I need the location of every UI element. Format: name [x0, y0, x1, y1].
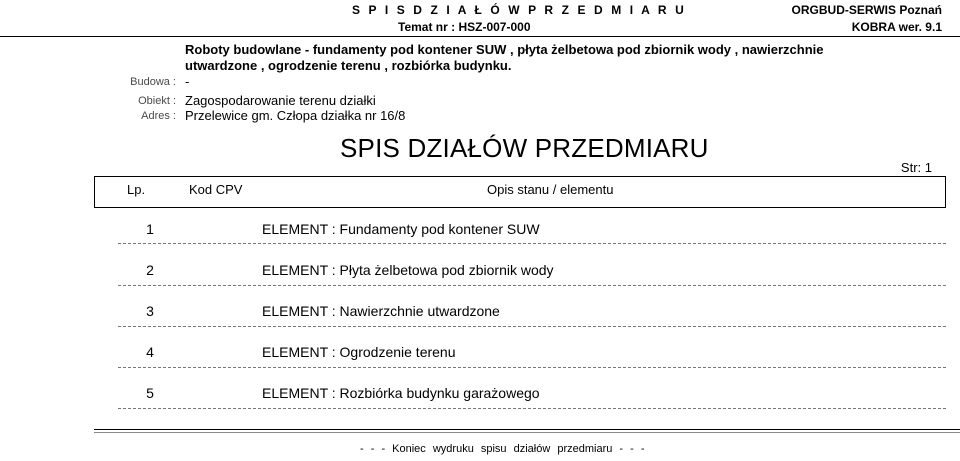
obiekt-value: Zagospodarowanie terenu działki — [185, 93, 376, 108]
row-number: 5 — [146, 385, 154, 401]
end-of-print-note: - - - Koniec wydruku spisu działów przedmiaru - - - — [360, 443, 645, 455]
budowa-label: Budowa : — [130, 76, 176, 88]
row-number: 1 — [146, 221, 154, 237]
adres-value: Przelewice gm. Człopa działka nr 16/8 — [185, 108, 406, 123]
row-element: ELEMENT : Płyta żelbetowa pod zbiornik wody — [262, 262, 554, 278]
report-title: S P I S D Z I A Ł Ó W P R Z E D M I A R U — [352, 3, 687, 17]
row-element: ELEMENT : Nawierzchnie utwardzone — [262, 303, 500, 319]
row-element: ELEMENT : Fundamenty pod kontener SUW — [262, 221, 540, 237]
row-separator — [118, 367, 946, 368]
row-separator — [118, 243, 946, 244]
column-header-cpv: Kod CPV — [189, 182, 243, 197]
row-element: ELEMENT : Rozbiórka budynku garażowego — [262, 385, 540, 401]
header-divider — [0, 36, 960, 37]
row-separator — [118, 326, 946, 327]
topic-number: Temat nr : HSZ-007-000 — [398, 20, 531, 34]
table-end-line — [94, 432, 960, 433]
row-number: 3 — [146, 303, 154, 319]
page-number: Str: 1 — [900, 160, 932, 175]
budowa-value: - — [185, 74, 190, 89]
software-version: KOBRA wer. 9.1 — [851, 20, 942, 34]
table-end-line — [94, 429, 960, 430]
document-title: SPIS DZIAŁÓW PRZEDMIARU — [340, 133, 709, 163]
adres-label: Adres : — [141, 110, 176, 122]
column-header-description: Opis stanu / elementu — [487, 182, 614, 197]
row-number: 4 — [146, 344, 154, 360]
row-separator — [118, 408, 946, 409]
project-description: Roboty budowlane - fundamenty pod kontener SUW , płyta żelbetowa pod zbiornik wody , nawierzchnie utwardzone , ogrodzenie terenu , rozbiórka budynku. — [185, 42, 824, 73]
obiekt-label: Obiekt : — [138, 95, 176, 107]
column-header-lp: Lp. — [127, 182, 146, 197]
row-element: ELEMENT : Ogrodzenie terenu — [262, 344, 456, 360]
row-separator — [118, 285, 946, 286]
row-number: 2 — [146, 262, 154, 278]
company-name: ORGBUD-SERWIS Poznań — [791, 3, 942, 17]
